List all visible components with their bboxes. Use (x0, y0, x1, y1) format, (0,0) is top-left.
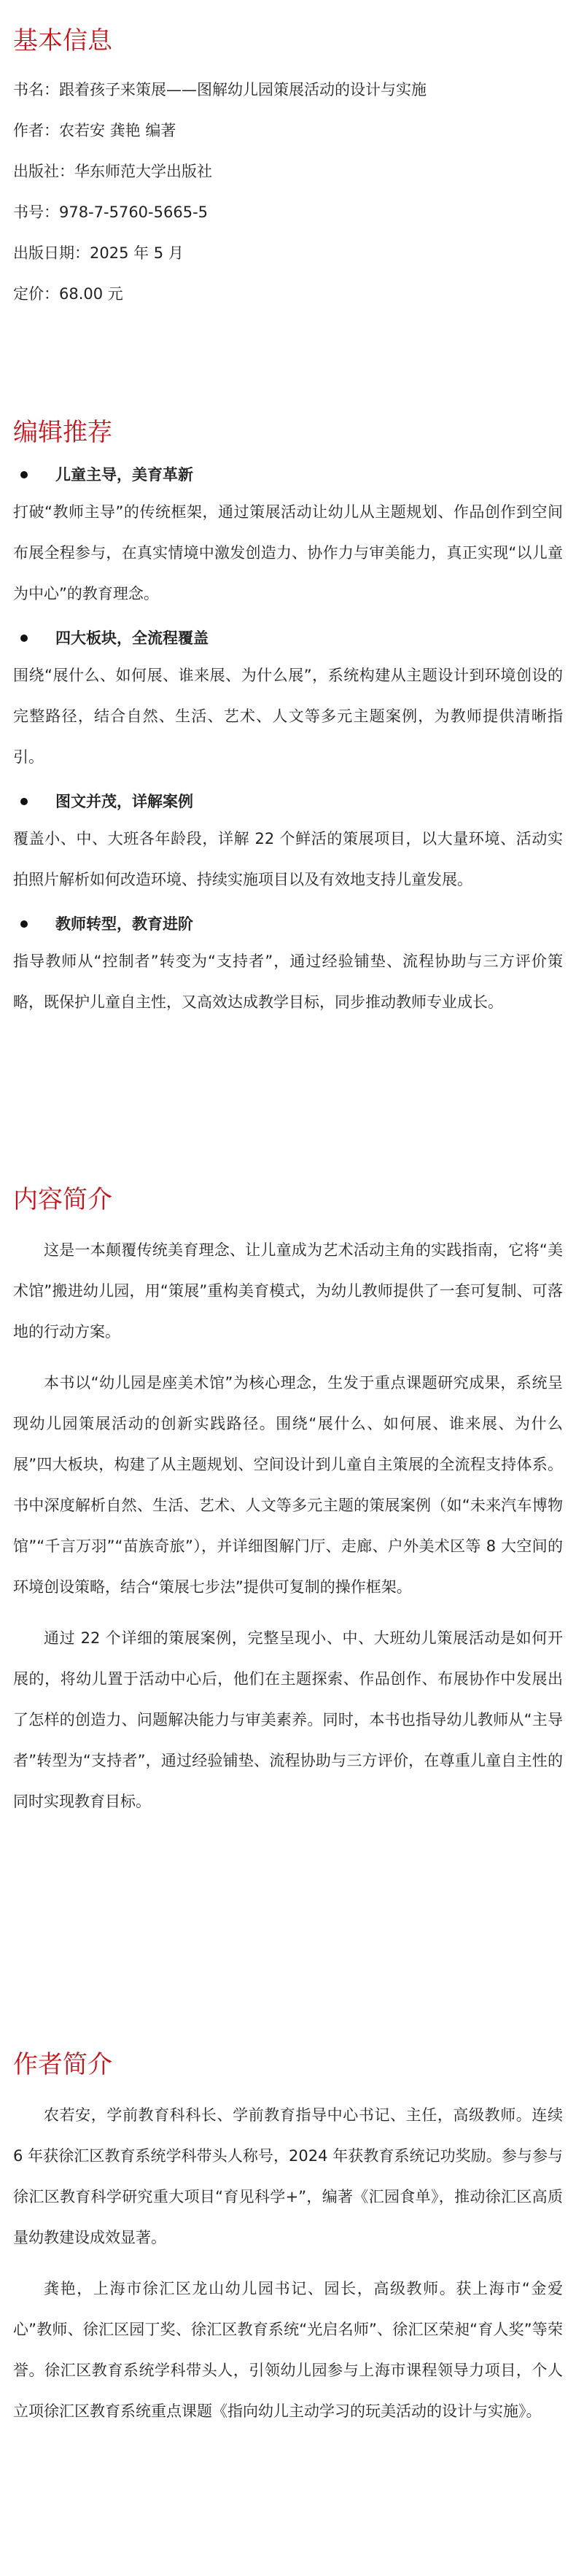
section-title-editor-recommendation: 编辑推荐 (13, 418, 112, 447)
bullet-icon (20, 635, 28, 642)
info-line-publisher: 出版社：华东师范大学出版社 (13, 163, 212, 180)
basic-info-list (13, 82, 563, 327)
summary-paragraph: 本书以“幼儿园是座美术馆”为核心理念，生发于重点课题研究成果，系统呈现幼儿园策展活动的创新实践路径。围绕“展什么、如何展、谁来展、为什么展”四大板块，构建了从主题规划、空间设计到儿童自主策展的全流程支持体系。书中深度解析自然、生活、艺术、人文等多元主题的策展案例（如“未来汽车博物馆”“千言万羽”“苗族奇旅”），并详细图解门厅、走廊、户外美术区等 8 大空间的环境创设策略，结合“策展七步法”提供可复制的操作框架。 (13, 1374, 563, 1596)
info-line-author: 作者：农若安 龚艳 编著 (13, 122, 176, 139)
recommendation-heading: 儿童主导，美育革新 (55, 466, 193, 484)
recommendation-heading: 图文并茂，详解案例 (55, 793, 193, 810)
recommendation-body: 打破“教师主导”的传统框架，通过策展活动让幼儿从主题规划、作品创作到空间布展全程参与，在真实情境中激发创造力、协作力与审美能力，真正实现“以儿童为中心”的教育理念。 (13, 503, 563, 602)
summary-paragraph: 通过 22 个详细的策展案例，完整呈现小、中、大班幼儿策展活动是如何开展的，将幼儿置于活动中心后，他们在主题探索、作品创作、布展协作中发展出了怎样的创造力、问题解决能力与审美素养。同时，本书也指导幼儿教师从“主导者”转型为“支持者”，通过经验铺垫、流程协助与三方评价，在尊重儿童自主性的同时实现教育目标。 (13, 1629, 563, 1810)
author-paragraph: 农若安，学前教育科科长、学前教育指导中心书记、主任，高级教师。连续 6 年获徐汇区教育系统学科带头人称号，2024 年获教育系统记功奖励。参与参与徐汇区教育科学研究重大项目“育见科学+”，编著《汇园食单》，推动徐汇区高质量幼教建设成效显著。 (13, 2106, 563, 2246)
info-line-date: 出版日期：2025 年 5 月 (13, 244, 184, 262)
recommendation-item (13, 794, 563, 900)
author-paragraph: 龚艳，上海市徐汇区龙山幼儿园书记、园长，高级教师。获上海市“金爱心”教师、徐汇区园丁奖、徐汇区教育系统“光启名师”、徐汇区荣昶“育人奖”等荣誉。徐汇区教育系统学科带头人，引领幼儿园参与上海市课程领导力项目，个人立项徐汇区教育系统重点课题《指向幼儿主动学习的玩美活动的设计与实施》。 (13, 2280, 563, 2420)
section-title-author-bio: 作者简介 (13, 2050, 112, 2079)
bullet-icon (20, 798, 28, 805)
section-title-content-summary: 内容简介 (13, 1185, 112, 1214)
recommendation-body: 指导教师从“控制者”转变为“支持者”，通过经验铺垫、流程协助与三方评价策略，既保护儿童自主性，又高效达成教学目标，同步推动教师专业成长。 (13, 953, 563, 1011)
recommendation-item (13, 916, 563, 1023)
editor-recommendation-list (13, 467, 563, 1039)
recommendation-item (13, 467, 563, 614)
bullet-icon (20, 920, 28, 928)
content-summary (13, 1230, 563, 1822)
recommendation-item (13, 630, 563, 777)
info-line-title: 书名：跟着孩子来策展——图解幼儿园策展活动的设计与实施 (13, 81, 427, 98)
info-line-isbn: 书号：978-7-5760-5665-5 (13, 203, 209, 221)
summary-paragraph: 这是一本颠覆传统美育理念、让儿童成为艺术活动主角的实践指南，它将“美术馆”搬进幼儿园，用“策展”重构美育模式，为幼儿教师提供了一套可复制、可落地的行动方案。 (13, 1241, 563, 1341)
bullet-icon (20, 471, 28, 478)
recommendation-heading: 教师转型，教育进阶 (55, 915, 193, 933)
recommendation-body: 围绕“展什么、如何展、谁来展、为什么展”，系统构建从主题设计到环境创设的完整路径，结合自然、生活、艺术、人文等多元主题案例，为教师提供清晰指引。 (13, 667, 563, 766)
recommendation-heading: 四大板块，全流程覆盖 (55, 629, 209, 647)
section-title-basic-info: 基本信息 (13, 26, 112, 55)
info-line-price: 定价：68.00 元 (13, 285, 123, 303)
recommendation-body: 覆盖小、中、大班各年龄段，详解 22 个鲜活的策展项目，以大量环境、活动实拍照片解析如何改造环境、持续实施项目以及有效地支持儿童发展。 (13, 830, 563, 888)
author-bio (13, 2095, 563, 2432)
